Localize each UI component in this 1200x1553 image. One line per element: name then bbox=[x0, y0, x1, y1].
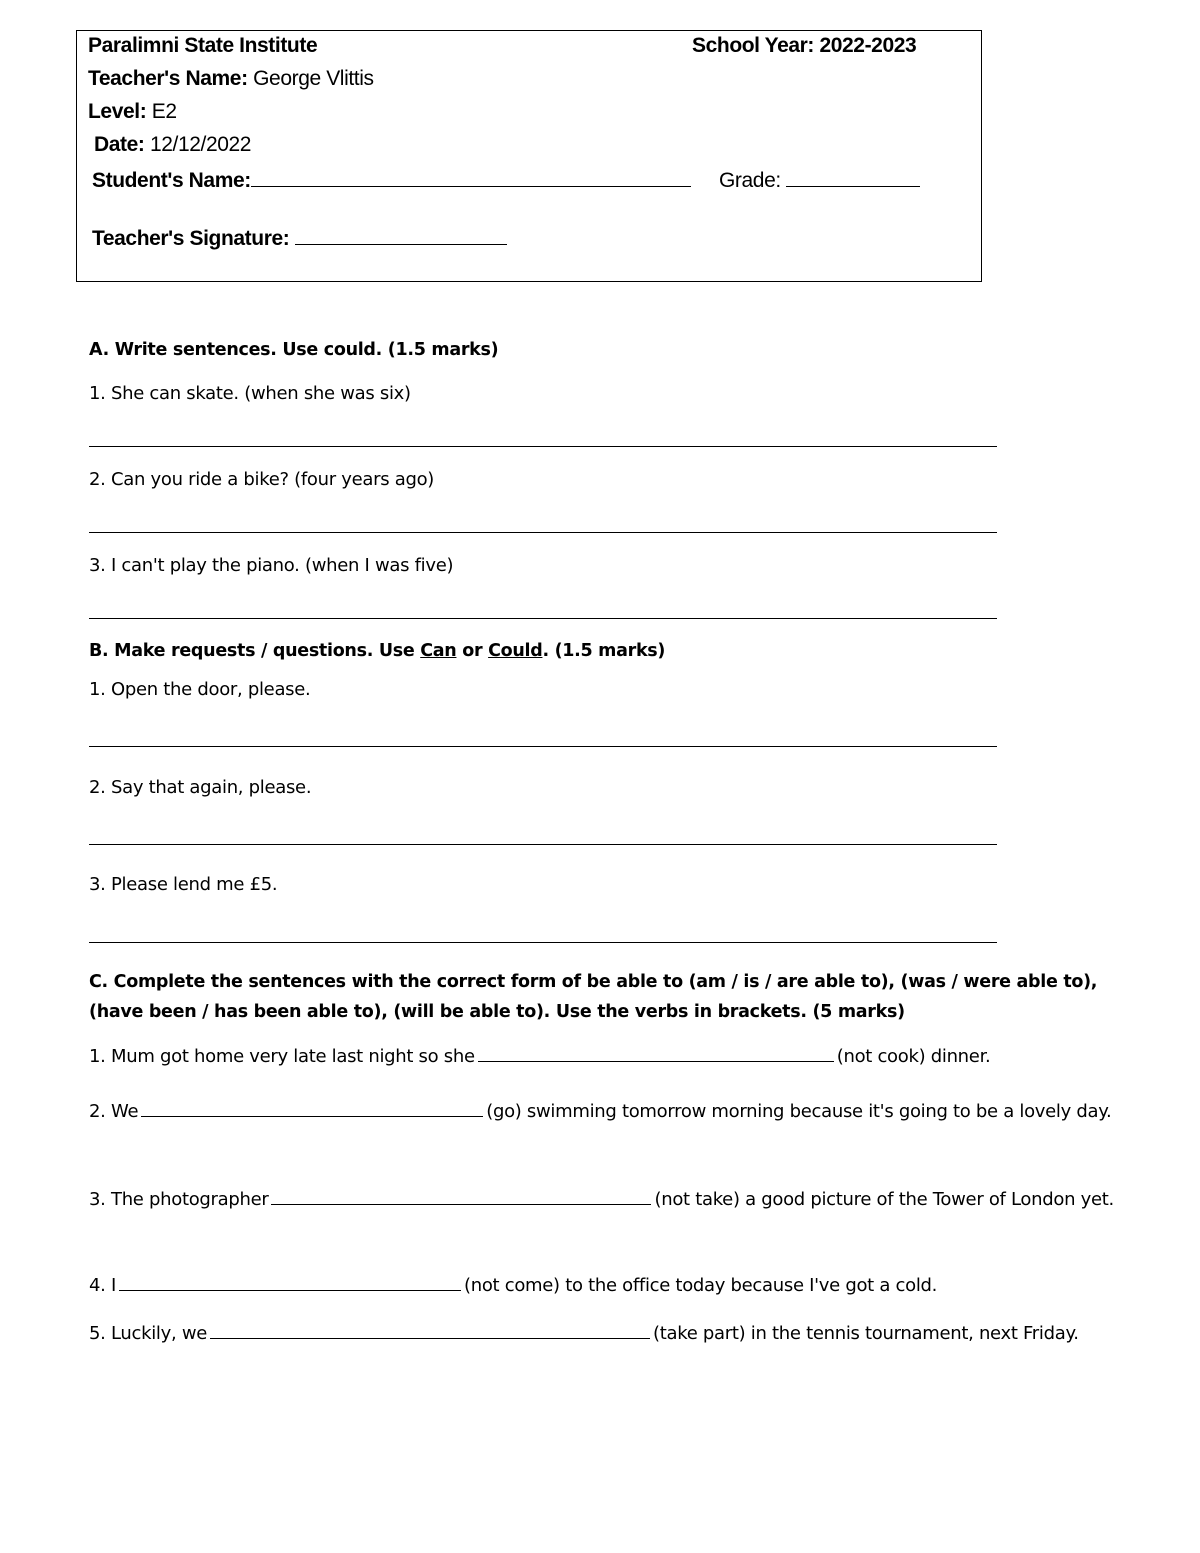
blank-c1[interactable] bbox=[478, 1045, 834, 1062]
section-c-item-2: 2. We (go) swimming tomorrow morning because it's going to be a lovely day. bbox=[89, 1101, 1112, 1122]
blank-c3[interactable] bbox=[271, 1188, 651, 1205]
date-row: Date: 12/12/2022 bbox=[94, 133, 252, 156]
signature-row bbox=[92, 225, 507, 251]
student-name-field[interactable] bbox=[251, 167, 691, 187]
answer-line-a2[interactable] bbox=[89, 532, 997, 533]
answer-line-b3[interactable] bbox=[89, 942, 997, 943]
level-value: E2 bbox=[151, 100, 177, 123]
section-c-item-4: 4. I (not come) to the office today because I've got a cold. bbox=[89, 1275, 938, 1296]
section-b-title: B. Make requests / questions. Use Can or Could. (1.5 marks) bbox=[89, 641, 666, 661]
signature-label: Teacher's Signature: bbox=[92, 227, 290, 250]
section-b-item-1: 1. Open the door, please. bbox=[89, 679, 311, 700]
school-year bbox=[692, 34, 916, 58]
section-b-item-2: 2. Say that again, please. bbox=[89, 777, 312, 798]
blank-c2[interactable] bbox=[141, 1100, 483, 1117]
section-c-title: C. Complete the sentences with the correct form of be able to (am / is / are able to), (was / were able to), (have been / has been able to), (will be able to). Use the verbs in brackets. (5 marks) bbox=[89, 972, 1098, 1022]
school-name: Paralimni State Institute bbox=[88, 34, 318, 57]
student-name-row bbox=[92, 167, 691, 193]
blank-c5[interactable] bbox=[210, 1322, 650, 1339]
answer-line-b2[interactable] bbox=[89, 844, 997, 845]
student-name-label: Student's Name: bbox=[92, 169, 251, 192]
section-a-title: A. Write sentences. Use could. (1.5 marks) bbox=[89, 340, 499, 360]
answer-line-b1[interactable] bbox=[89, 746, 997, 747]
grade-row bbox=[719, 167, 920, 193]
teacher-name-row: Teacher's Name: George Vlittis bbox=[88, 67, 374, 90]
signature-field[interactable] bbox=[295, 225, 507, 245]
teacher-name-value: George Vlittis bbox=[253, 67, 374, 90]
date-value: 12/12/2022 bbox=[149, 133, 252, 156]
grade-field[interactable] bbox=[786, 167, 920, 187]
grade-label: Grade: bbox=[719, 169, 781, 192]
section-a-item-1: 1. She can skate. (when she was six) bbox=[89, 383, 411, 404]
teacher-name-label: Teacher's Name bbox=[88, 67, 242, 90]
section-a-item-2: 2. Can you ride a bike? (four years ago) bbox=[89, 469, 435, 490]
could-word: Could bbox=[488, 641, 543, 661]
level-row: Level: E2 bbox=[88, 100, 177, 123]
school-year-label: School Year: bbox=[692, 34, 815, 57]
section-c-item-5: 5. Luckily, we (take part) in the tennis tournament, next Friday. bbox=[89, 1323, 1079, 1344]
section-c-item-1: 1. Mum got home very late last night so she (not cook) dinner. bbox=[89, 1046, 991, 1067]
section-c-item-3: 3. The photographer (not take) a good picture of the Tower of London yet. bbox=[89, 1189, 1114, 1210]
section-b-item-3: 3. Please lend me £5. bbox=[89, 874, 278, 895]
can-word: Can bbox=[420, 641, 457, 661]
answer-line-a3[interactable] bbox=[89, 618, 997, 619]
date-label: Date bbox=[94, 133, 138, 156]
answer-line-a1[interactable] bbox=[89, 446, 997, 447]
level-label: Level bbox=[88, 100, 140, 123]
section-a-item-3: 3. I can't play the piano. (when I was five) bbox=[89, 555, 454, 576]
school-year-value: 2022-2023 bbox=[819, 34, 917, 57]
blank-c4[interactable] bbox=[119, 1274, 461, 1291]
